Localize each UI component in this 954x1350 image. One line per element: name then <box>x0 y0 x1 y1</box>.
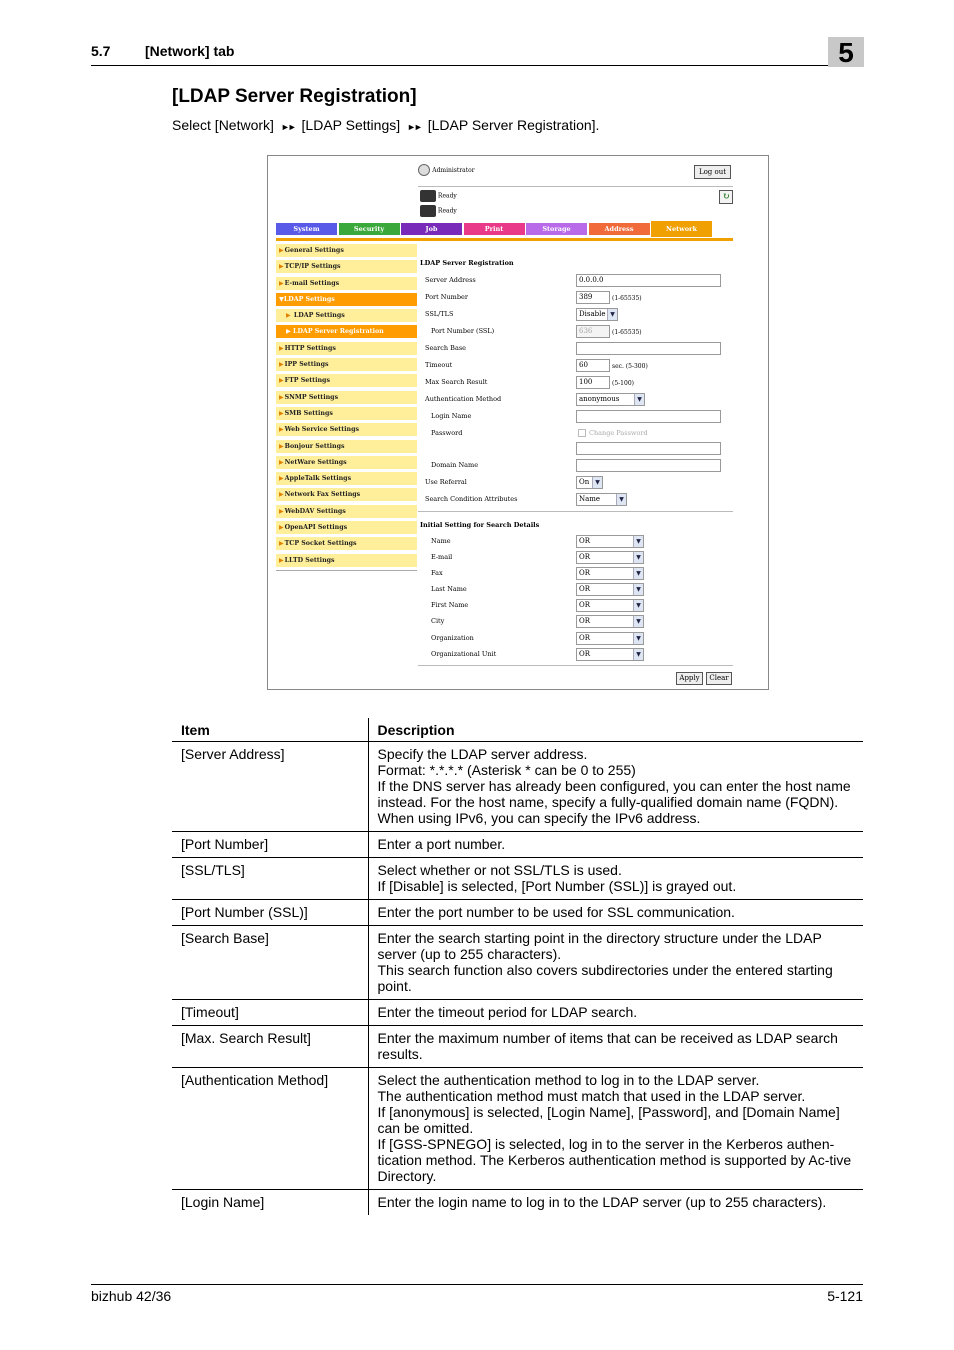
row-initial-organization <box>418 631 733 647</box>
initial-email-select[interactable]: OR ▼ <box>576 551 644 564</box>
search-base-input[interactable] <box>576 342 721 355</box>
logout-button[interactable]: Log out <box>694 165 731 179</box>
menu-item-tcp-socket-settings[interactable]: ▶TCP Socket Settings <box>276 537 417 550</box>
row-initial-org-unit <box>418 647 733 663</box>
row-use-referral <box>418 475 733 491</box>
row-initial-fax <box>418 566 733 582</box>
printer-status <box>420 190 457 202</box>
chevron-down-icon: ▼ <box>633 600 643 611</box>
chevron-down-icon: ▼ <box>633 568 643 579</box>
label: Organizational Unit <box>431 650 497 658</box>
menu-item-http-settings[interactable]: ▶HTTP Settings <box>276 342 417 355</box>
chapter-badge: 5 <box>828 37 864 67</box>
item-cell: [Max. Search Result] <box>172 1026 368 1068</box>
change-password-label: Change Password <box>589 429 648 437</box>
description-line: Enter the timeout period for LDAP search. <box>377 1004 638 1020</box>
description-line: If [anonymous] is selected, [Login Name], [Password], and [Domain Name] can be omitted. <box>377 1104 840 1136</box>
row-ssl-tls <box>418 307 733 323</box>
apply-button[interactable]: Apply <box>676 672 703 685</box>
timeout-input[interactable]: 60 <box>576 359 610 372</box>
row-port-number <box>418 290 733 306</box>
description-line: This search function also covers subdirectories under the entered starting point. <box>377 962 833 994</box>
menu-item-netware-settings[interactable]: ▶NetWare Settings <box>276 456 417 469</box>
admin-label: Administrator <box>432 167 475 174</box>
label: E-mail <box>431 553 453 561</box>
tab-network[interactable]: Network <box>651 221 712 237</box>
table-row <box>172 742 863 832</box>
scanner-status <box>420 205 457 217</box>
chevron-down-icon: ▼ <box>633 616 643 627</box>
tab-job[interactable]: Job <box>401 223 462 235</box>
intro-text <box>172 117 599 133</box>
item-cell: [Search Base] <box>172 926 368 1000</box>
row-server-address <box>418 273 733 289</box>
submenu-item-ldap-server-registration[interactable]: ▶ LDAP Server Registration <box>276 325 417 338</box>
section-header <box>91 43 234 59</box>
sidebar-menu <box>276 244 417 571</box>
label: City <box>431 617 445 625</box>
row-domain-name <box>418 458 733 474</box>
status-label: Ready <box>437 207 457 215</box>
label: Search Base <box>425 344 467 352</box>
change-password-checkbox[interactable] <box>578 429 586 437</box>
password-input[interactable] <box>576 442 721 455</box>
table-row <box>172 900 863 926</box>
label: SSL/TLS <box>425 310 454 318</box>
description-cell <box>368 1190 863 1216</box>
hint: (1-65535) <box>612 295 642 302</box>
label: Domain Name <box>431 461 479 469</box>
row-initial-email <box>418 550 733 566</box>
label: Organization <box>431 634 474 642</box>
section-title: [Network] tab <box>145 43 235 59</box>
label: Search Condition Attributes <box>425 495 518 503</box>
description-line: Enter the maximum number of items that can be received as LDAP search results. <box>377 1030 838 1062</box>
chevron-down-icon: ▼ <box>633 649 643 660</box>
hint: (1-65535) <box>612 329 642 336</box>
row-search-base <box>418 341 733 357</box>
row-auth-method <box>418 392 733 408</box>
column-header-item: Item <box>172 718 368 742</box>
description-cell <box>368 926 863 1000</box>
row-password <box>418 426 733 442</box>
ui-screenshot <box>267 155 769 690</box>
description-line: If the DNS server has already been configured, you can enter the host name instead. For the host name, specify a fully-qualified domain name (FQDN). <box>377 778 851 810</box>
tab-bar <box>276 223 714 237</box>
tab-storage[interactable]: Storage <box>526 223 587 235</box>
description-line: Specify the LDAP server address. <box>377 746 588 762</box>
port-number-input[interactable]: 389 <box>576 291 610 304</box>
menu-divider <box>276 570 417 571</box>
domain-name-input[interactable] <box>576 459 721 472</box>
header-rule <box>91 65 863 66</box>
description-cell <box>368 832 863 858</box>
hint: (5-100) <box>612 380 634 387</box>
section-number: 5.7 <box>91 43 111 59</box>
table-row <box>172 858 863 900</box>
initial-org-unit-select[interactable]: OR ▼ <box>576 648 644 661</box>
label: Last Name <box>431 585 467 593</box>
scanner-icon <box>420 205 436 217</box>
label: Password <box>431 429 463 437</box>
description-line: If [Disable] is selected, [Port Number (SSL)] is grayed out. <box>377 878 737 894</box>
login-name-input[interactable] <box>576 410 721 423</box>
table-row <box>172 1000 863 1026</box>
chevron-down-icon: ▼ <box>634 394 644 405</box>
description-cell <box>368 742 863 832</box>
label: First Name <box>431 601 469 609</box>
menu-item-email-settings[interactable]: ▶E-mail Settings <box>276 277 417 290</box>
table-row <box>172 1068 863 1190</box>
table-header <box>172 718 863 742</box>
initial-organization-select[interactable]: OR ▼ <box>576 632 644 645</box>
initial-name-select[interactable]: OR ▼ <box>576 535 644 548</box>
label: Timeout <box>425 361 453 369</box>
chevron-down-icon: ▼ <box>633 633 643 644</box>
menu-item-tcpip-settings[interactable]: ▶TCP/IP Settings <box>276 260 417 273</box>
row-port-ssl <box>418 324 733 340</box>
description-line: Format: *.*.*.* (Asterisk * can be 0 to 255) <box>377 762 636 778</box>
tab-underline <box>276 238 733 241</box>
description-line: Enter the search starting point in the directory structure under the LDAP server (up to 255 characters). <box>377 930 822 962</box>
tab-system[interactable]: System <box>276 223 337 235</box>
row-login-name <box>418 409 733 425</box>
table-row <box>172 1026 863 1068</box>
description-cell <box>368 858 863 900</box>
divider <box>418 665 733 666</box>
label: Port Number (SSL) <box>431 327 495 335</box>
use-referral-select[interactable]: On ▼ <box>576 476 603 489</box>
form-title: LDAP Server Registration <box>420 259 514 267</box>
label: Server Address <box>425 276 476 284</box>
initial-first-name-select[interactable]: OR ▼ <box>576 599 644 612</box>
divider <box>418 511 733 512</box>
description-line: Select the authentication method to log in to the LDAP server. <box>377 1072 760 1088</box>
label: Name <box>431 537 451 545</box>
row-initial-name <box>418 534 733 550</box>
menu-item-network-fax-settings[interactable]: ▶Network Fax Settings <box>276 488 417 501</box>
page-number: 5-121 <box>827 1288 863 1304</box>
description-line: Select whether or not SSL/TLS is used. <box>377 862 622 878</box>
menu-item-snmp-settings[interactable]: ▶SNMP Settings <box>276 391 417 404</box>
label: Max Search Result <box>425 378 488 386</box>
table-row <box>172 1190 863 1216</box>
item-cell: [Port Number] <box>172 832 368 858</box>
page-title: [LDAP Server Registration] <box>172 86 417 107</box>
admin-indicator <box>418 164 475 176</box>
clear-button[interactable]: Clear <box>706 672 732 685</box>
description-cell <box>368 1026 863 1068</box>
menu-item-bonjour-settings[interactable]: ▶Bonjour Settings <box>276 440 417 453</box>
chevron-down-icon: ▼ <box>633 552 643 563</box>
initial-last-name-select[interactable]: OR ▼ <box>576 583 644 596</box>
row-initial-city <box>418 614 733 630</box>
menu-item-lltd-settings[interactable]: ▶LLTD Settings <box>276 554 417 567</box>
table-row <box>172 832 863 858</box>
menu-item-general-settings[interactable]: ▶General Settings <box>276 244 417 257</box>
row-password-input <box>418 441 733 457</box>
max-search-input[interactable]: 100 <box>576 376 610 389</box>
menu-item-smb-settings[interactable]: ▶SMB Settings <box>276 407 417 420</box>
label: Authentication Method <box>425 395 502 403</box>
label: Fax <box>431 569 443 577</box>
label: Login Name <box>431 412 472 420</box>
initial-fax-select[interactable]: OR ▼ <box>576 567 644 580</box>
description-line: When using IPv6, you can specify the IPv6 address. <box>377 810 701 826</box>
search-condition-select[interactable]: Name ▼ <box>576 493 627 506</box>
menu-item-ipp-settings[interactable]: ▶IPP Settings <box>276 358 417 371</box>
chevron-down-icon: ▼ <box>616 494 626 505</box>
description-cell <box>368 900 863 926</box>
description-line: The authentication method must match that used in the LDAP server. <box>377 1088 806 1104</box>
refresh-icon[interactable]: ↻ <box>719 190 733 204</box>
description-line: Enter the port number to be used for SSL communication. <box>377 904 735 920</box>
menu-item-ldap-settings[interactable]: ▼LDAP Settings <box>276 293 417 306</box>
item-cell: [Timeout] <box>172 1000 368 1026</box>
footer-product: bizhub 42/36 <box>91 1288 172 1304</box>
description-cell <box>368 1068 863 1190</box>
label: Port Number <box>425 293 468 301</box>
menu-item-ftp-settings[interactable]: ▶FTP Settings <box>276 374 417 387</box>
item-cell: [Port Number (SSL)] <box>172 900 368 926</box>
divider <box>418 186 733 187</box>
chevron-down-icon: ▼ <box>633 584 643 595</box>
table-row <box>172 926 863 1000</box>
menu-item-appletalk-settings[interactable]: ▶AppleTalk Settings <box>276 472 417 485</box>
item-cell: [SSL/TLS] <box>172 858 368 900</box>
item-cell: [Authentication Method] <box>172 1068 368 1190</box>
menu-item-web-service-settings[interactable]: ▶Web Service Settings <box>276 423 417 436</box>
chevron-down-icon: ▼ <box>633 536 643 547</box>
status-label: Ready <box>437 192 457 200</box>
menu-item-openapi-settings[interactable]: ▶OpenAPI Settings <box>276 521 417 534</box>
submenu-item-ldap-settings[interactable]: ▶ LDAP Settings <box>276 309 417 322</box>
column-header-description: Description <box>368 718 863 742</box>
description-line: Enter a port number. <box>377 836 506 852</box>
double-arrow-icon: ►► <box>280 122 295 132</box>
row-timeout <box>418 358 733 374</box>
row-max-search <box>418 375 733 391</box>
description-line: If [GSS-SPNEGO] is selected, log in to the server in the Kerberos authen-tication method. The Kerberos authentication method is supported by Ac-tive Directory. <box>377 1136 852 1184</box>
ssl-tls-select[interactable]: Disable ▼ <box>576 308 618 321</box>
intro-step-2: [LDAP Settings] <box>301 117 401 133</box>
menu-item-webdav-settings[interactable]: ▶WebDAV Settings <box>276 505 417 518</box>
initial-city-select[interactable]: OR ▼ <box>576 615 644 628</box>
row-search-condition <box>418 492 733 508</box>
printer-icon <box>420 190 436 202</box>
footer-rule <box>91 1284 863 1285</box>
chevron-down-icon: ▼ <box>607 309 617 320</box>
intro-step-1: Select [Network] <box>172 117 274 133</box>
auth-method-select[interactable]: anonymous ▼ <box>576 393 645 406</box>
chevron-down-icon: ▼ <box>592 477 602 488</box>
server-address-input[interactable]: 0.0.0.0 <box>576 274 721 287</box>
tab-address[interactable]: Address <box>589 223 650 235</box>
label: Use Referral <box>425 478 467 486</box>
item-cell: [Login Name] <box>172 1190 368 1216</box>
item-cell: [Server Address] <box>172 742 368 832</box>
row-initial-first-name <box>418 598 733 614</box>
tab-security[interactable]: Security <box>339 223 400 235</box>
double-arrow-icon: ►► <box>407 122 421 132</box>
initial-setting-title: Initial Setting for Search Details <box>420 521 540 529</box>
user-icon <box>418 164 430 176</box>
description-cell <box>368 1000 863 1026</box>
row-initial-last-name <box>418 582 733 598</box>
description-line: Enter the login name to log in to the LDAP server (up to 255 characters). <box>377 1194 827 1210</box>
description-table <box>172 718 863 1215</box>
port-ssl-input[interactable]: 636 <box>576 325 610 338</box>
tab-print[interactable]: Print <box>464 223 525 235</box>
hint: sec. (5-300) <box>612 363 648 370</box>
intro-step-3: [LDAP Server Registration]. <box>427 117 600 133</box>
